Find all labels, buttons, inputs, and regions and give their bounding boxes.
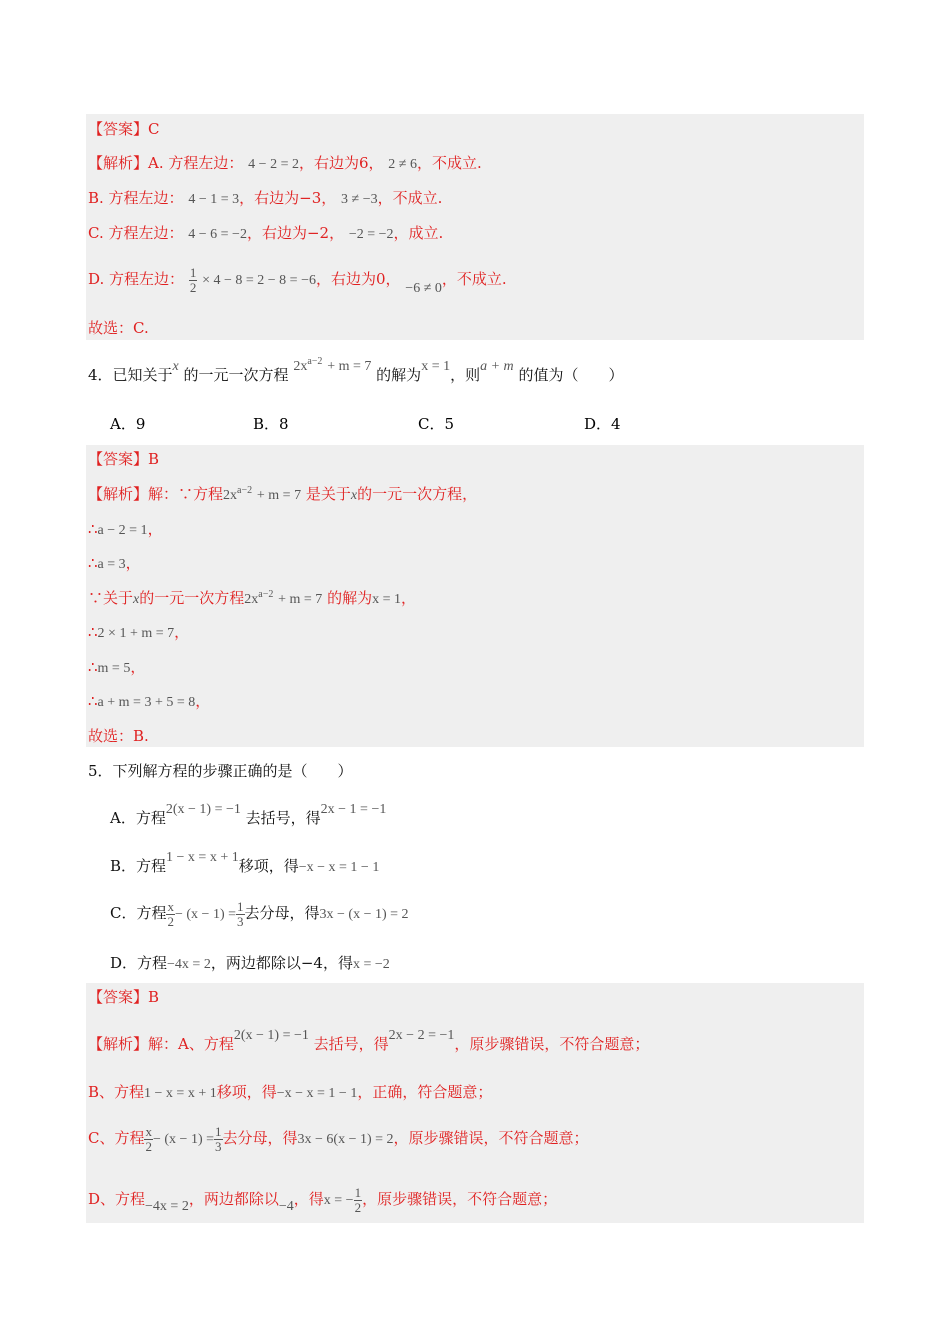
- therefore-symbol: ∴: [88, 554, 98, 572]
- text: B、方程: [88, 1083, 145, 1101]
- fraction-denominator: 3: [215, 1138, 222, 1154]
- math: m = 5: [97, 661, 131, 676]
- math: 4 − 6 = −2: [188, 227, 247, 242]
- fraction-numerator: x: [167, 898, 174, 914]
- math: a − 2 = 1: [97, 523, 148, 538]
- therefore-symbol: ∴: [88, 623, 98, 641]
- answer-value: B: [148, 450, 160, 468]
- q5-analysis-d: [88, 1184, 557, 1216]
- text: 的值为（ ）: [518, 366, 624, 384]
- math: a + m = 3 + 5 = 8: [97, 695, 196, 710]
- math: − (x − 1) =: [174, 907, 236, 922]
- text: 去分母，得: [222, 1129, 298, 1147]
- text: 故选：B.: [88, 727, 149, 745]
- text: 去括号，得: [313, 1035, 389, 1053]
- math: x = −: [323, 1193, 354, 1208]
- text: 的解为: [376, 366, 422, 384]
- text: ，则: [450, 366, 481, 384]
- text: D．方程: [110, 954, 168, 972]
- answer-tag: 【答案】: [88, 120, 149, 138]
- analysis-tag: 【解析】: [88, 485, 149, 503]
- math-exponent: a−2: [237, 485, 253, 496]
- q4-stem: [88, 356, 624, 389]
- q5-analysis-c: [88, 1123, 589, 1155]
- fraction: [236, 900, 245, 929]
- text: 的一元一次方程: [183, 366, 289, 384]
- text: ，右边为0，: [315, 270, 401, 288]
- fraction-denominator: 2: [189, 279, 197, 295]
- q4-analysis-7: [88, 690, 210, 714]
- fraction-numerator: 1: [237, 898, 244, 914]
- text: ，右边为−3，: [239, 189, 337, 207]
- q4-analysis-2: [88, 518, 163, 542]
- text: 的解为: [327, 589, 373, 607]
- text: 的一元一次方程: [139, 589, 245, 607]
- text: ，: [195, 692, 211, 710]
- analysis-tag: 【解析】: [88, 1035, 149, 1053]
- q5-answer-line: [88, 986, 159, 1008]
- fraction: [214, 1125, 223, 1154]
- text: A. 方程左边：: [148, 154, 244, 172]
- q5-option-b: [110, 850, 380, 879]
- text: ，: [401, 589, 417, 607]
- math: x = 1: [372, 592, 401, 607]
- math: x: [350, 488, 358, 503]
- q5-option-c: [110, 898, 409, 930]
- text: ，右边为6，: [298, 154, 384, 172]
- math: + m = 7: [278, 592, 323, 607]
- fraction-denominator: 2: [145, 1138, 152, 1154]
- text: B. 方程左边：: [88, 189, 184, 207]
- math: 4 − 2 = 2: [248, 157, 299, 172]
- q3-answer-line: [88, 118, 160, 140]
- text: ∵关于: [88, 589, 134, 607]
- text: 移项，得: [238, 857, 299, 875]
- math: x = −2: [352, 957, 390, 972]
- q3-conclusion: [88, 317, 149, 339]
- text: 解：A、方程: [148, 1035, 234, 1053]
- text: 的一元一次方程，: [357, 485, 478, 503]
- q4-conclusion: [88, 725, 149, 747]
- q5-analysis-b: [88, 1081, 492, 1105]
- q4-option-b: B．8: [253, 415, 289, 433]
- therefore-symbol: ∴: [88, 658, 98, 676]
- text: C．方程: [110, 904, 167, 922]
- text: 解：∵方程: [148, 485, 224, 503]
- math: x: [133, 592, 140, 607]
- q4-analysis-1: [88, 483, 477, 508]
- text: ，正确，符合题意；: [357, 1083, 493, 1101]
- math-exponent: a−2: [258, 589, 274, 600]
- fraction: [144, 1125, 153, 1154]
- math: −4x = 2: [167, 957, 211, 972]
- math: −x − x = 1 − 1: [298, 860, 380, 875]
- q5-stem: [88, 760, 353, 782]
- text: ，右边为−2，: [246, 224, 345, 242]
- math: − (x − 1) =: [152, 1132, 214, 1147]
- math: 4 − 1 = 3: [188, 192, 240, 207]
- answer-value: C: [148, 120, 160, 138]
- math: 3x − 6(x − 1) = 2: [297, 1132, 394, 1147]
- q4-option-d: D．4: [584, 415, 621, 433]
- math: + m = 7: [256, 488, 302, 503]
- math: × 4 − 8 = 2 − 8 = −6: [202, 273, 316, 288]
- text: C、方程: [88, 1129, 145, 1147]
- text: ，不成立.: [441, 270, 507, 288]
- text: ，原步骤错误，不符合题意；: [393, 1129, 589, 1147]
- text: ，两边都除以−4，得: [210, 954, 353, 972]
- text: ，原步骤错误，不符合题意；: [362, 1190, 558, 1208]
- text: ，不成立.: [377, 189, 443, 207]
- math: a = 3: [97, 557, 126, 572]
- text: ，: [125, 554, 141, 572]
- text: ，: [147, 520, 163, 538]
- fraction: [166, 900, 175, 929]
- text: B．方程: [110, 857, 167, 875]
- math: 2x: [223, 488, 238, 503]
- math: 2(x − 1) = −1: [165, 802, 241, 817]
- text: 故选：C.: [88, 319, 149, 337]
- answer-tag: 【答案】: [88, 450, 149, 468]
- text: 5．下列解方程的步骤正确的是（ ）: [88, 762, 353, 780]
- math: 2x: [244, 592, 259, 607]
- text: 4．已知关于: [88, 366, 173, 384]
- math: 2x − 2 = −1: [388, 1028, 455, 1043]
- math: −2 = −2: [348, 227, 394, 242]
- text: 去分母，得: [244, 904, 320, 922]
- answer-tag: 【答案】: [88, 988, 149, 1006]
- q5-option-a: [110, 802, 387, 831]
- q4-analysis-4: [88, 587, 416, 612]
- fraction-denominator: 2: [354, 1199, 362, 1215]
- math: + m = 7: [327, 359, 372, 374]
- fraction-denominator: 2: [167, 913, 174, 929]
- q5-analysis-a: [88, 1028, 650, 1057]
- text: 去括号，得: [245, 809, 321, 827]
- q3-analysis-a: [88, 152, 482, 176]
- text: A．方程: [110, 809, 166, 827]
- text: ，两边都除以: [188, 1190, 279, 1208]
- math-exponent: a−2: [307, 356, 323, 367]
- fraction: [189, 266, 198, 295]
- fraction-numerator: 1: [189, 264, 197, 280]
- math: 2x: [293, 359, 308, 374]
- q4-option-c: C．5: [418, 415, 455, 433]
- analysis-tag: 【解析】: [88, 154, 149, 172]
- math: 2x − 1 = −1: [320, 802, 387, 817]
- math: 2(x − 1) = −1: [233, 1028, 309, 1043]
- q4-analysis-3: [88, 552, 141, 576]
- q4-option-a: A．9: [110, 415, 146, 433]
- text: C. 方程左边：: [88, 224, 184, 242]
- fraction-denominator: 3: [237, 913, 244, 929]
- math: −x − x = 1 − 1: [276, 1086, 358, 1101]
- math: 3x − (x − 1) = 2: [319, 907, 409, 922]
- therefore-symbol: ∴: [88, 692, 98, 710]
- math: x: [172, 359, 179, 374]
- fraction: [354, 1186, 363, 1215]
- text: ，原步骤错误，不符合题意；: [454, 1035, 650, 1053]
- text: D、方程: [88, 1190, 146, 1208]
- text: ，不成立.: [416, 154, 482, 172]
- q4-analysis-5: [88, 621, 189, 645]
- fraction-numerator: x: [145, 1123, 152, 1139]
- q4-answer-line: [88, 448, 159, 470]
- math: a + m: [480, 359, 514, 374]
- math: 2 ≠ 6: [388, 157, 417, 172]
- text: ，: [174, 623, 190, 641]
- math: 2 × 1 + m = 7: [97, 626, 175, 641]
- math: −6 ≠ 0: [405, 281, 442, 296]
- q4-analysis-6: [88, 656, 145, 680]
- q3-analysis-d: [88, 264, 507, 296]
- text: 移项，得: [216, 1083, 277, 1101]
- q3-analysis-b: [88, 187, 442, 211]
- math: x = 1: [421, 359, 451, 374]
- answer-value: B: [148, 988, 160, 1006]
- q3-analysis-c: [88, 222, 443, 246]
- q5-option-d: [110, 952, 390, 976]
- text: D. 方程左边：: [88, 270, 185, 288]
- text: ，得: [293, 1190, 324, 1208]
- fraction-numerator: 1: [215, 1123, 222, 1139]
- math: 1 − x = x + 1: [166, 850, 239, 865]
- math: 1 − x = x + 1: [144, 1086, 217, 1101]
- text: 是关于: [305, 485, 351, 503]
- math: −4: [278, 1199, 294, 1214]
- text: ，成立.: [393, 224, 444, 242]
- therefore-symbol: ∴: [88, 520, 98, 538]
- math: 3 ≠ −3: [341, 192, 378, 207]
- math: −4x = 2: [145, 1199, 189, 1214]
- fraction-numerator: 1: [354, 1184, 362, 1200]
- text: ，: [130, 658, 146, 676]
